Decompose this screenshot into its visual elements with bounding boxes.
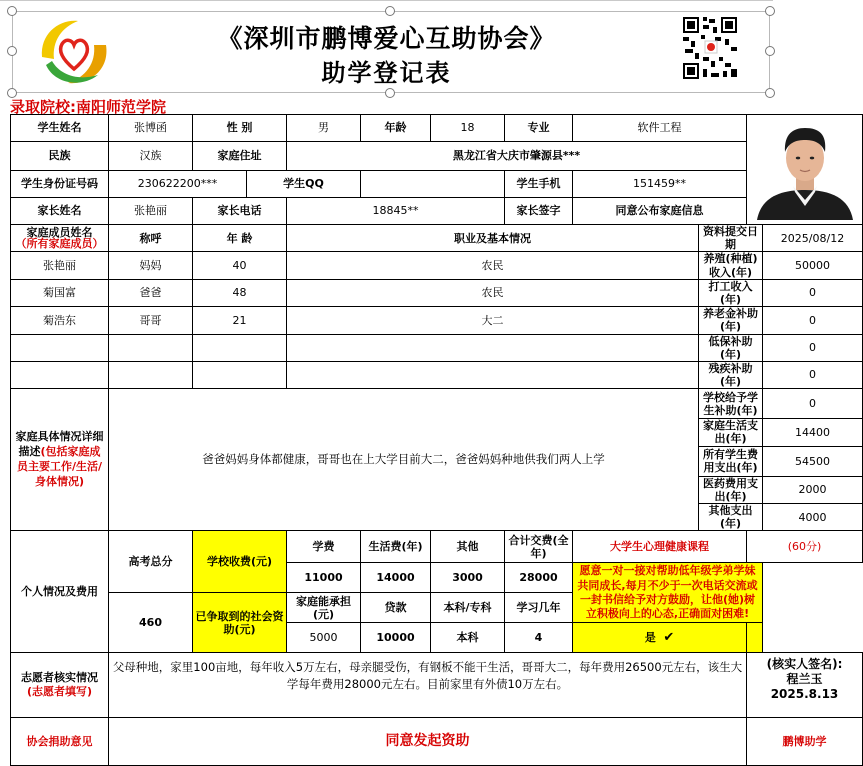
label-student-name: 学生姓名 bbox=[11, 115, 109, 142]
value-parent-consent[interactable]: 同意公布家庭信息 bbox=[573, 198, 747, 225]
finance-value[interactable]: 0 bbox=[763, 389, 863, 419]
finance-label: 低保补助(年) bbox=[699, 334, 763, 361]
value-tuition[interactable]: 11000 bbox=[287, 563, 361, 593]
row-id-qq-phone bbox=[11, 171, 863, 198]
finance-label: 家庭生活支出(年) bbox=[699, 419, 763, 446]
table-row bbox=[11, 307, 863, 334]
resize-handle-tm[interactable] bbox=[385, 6, 395, 16]
value-parent-phone[interactable]: 18845** bbox=[287, 198, 505, 225]
label-age: 年龄 bbox=[361, 115, 431, 142]
label-association: 协会捐助意见 bbox=[11, 718, 109, 766]
row-student-basic bbox=[11, 115, 863, 142]
member-age[interactable]: 48 bbox=[193, 279, 287, 306]
form-subtitle: 助学登记表 bbox=[321, 58, 452, 87]
row-members-header bbox=[11, 225, 863, 252]
finance-value[interactable]: 0 bbox=[763, 279, 863, 306]
member-relation[interactable]: 妈妈 bbox=[109, 252, 193, 279]
finance-label: 养老金补助(年) bbox=[699, 307, 763, 334]
value-years[interactable]: 4 bbox=[505, 623, 573, 653]
resize-handle-tr[interactable] bbox=[765, 6, 775, 16]
verifier-block bbox=[747, 653, 863, 718]
member-name[interactable]: 菊浩东 bbox=[11, 307, 109, 334]
header bbox=[0, 0, 773, 95]
label-total: 合计交费(全年) bbox=[505, 531, 573, 563]
row-parent bbox=[11, 198, 863, 225]
label-course: 大学生心理健康课程 bbox=[573, 531, 747, 563]
verify-date[interactable]: 2025.8.13 bbox=[770, 687, 839, 702]
value-ethnicity[interactable]: 汉族 bbox=[109, 142, 193, 171]
volunteer-label: 志愿者核实情况 bbox=[21, 671, 98, 685]
label-gaokao: 高考总分 bbox=[109, 531, 193, 593]
label-address: 家庭住址 bbox=[193, 142, 287, 171]
member-name[interactable] bbox=[11, 361, 109, 388]
label-tuition: 学费 bbox=[287, 531, 361, 563]
label-relation: 称呼 bbox=[109, 225, 193, 252]
member-relation[interactable] bbox=[109, 361, 193, 388]
label-level: 本科/专科 bbox=[431, 593, 505, 623]
finance-label: 养殖(种植)收入(年) bbox=[699, 252, 763, 279]
volunteer-sub: (志愿者填写) bbox=[26, 685, 93, 699]
label-parent-phone: 家长电话 bbox=[193, 198, 287, 225]
form-title: 《深圳市鹏博爱心互助协会》 bbox=[217, 24, 556, 53]
table-row bbox=[11, 361, 863, 388]
member-relation[interactable]: 哥哥 bbox=[109, 307, 193, 334]
label-personal: 个人情况及费用 bbox=[11, 531, 109, 653]
value-age[interactable]: 18 bbox=[431, 115, 505, 142]
label-id-number: 学生身份证号码 bbox=[11, 171, 109, 198]
row-finance-5 bbox=[11, 389, 863, 419]
label-school-fee: 学校收费(元) bbox=[193, 531, 287, 593]
member-relation[interactable] bbox=[109, 334, 193, 361]
value-submit-date[interactable]: 2025/08/12 bbox=[763, 225, 863, 252]
pledge-blank bbox=[747, 623, 763, 653]
value-total[interactable]: 28000 bbox=[505, 563, 573, 593]
value-parent-name[interactable]: 张艳丽 bbox=[109, 198, 193, 225]
value-other[interactable]: 3000 bbox=[431, 563, 505, 593]
finance-label: 打工收入(年) bbox=[699, 279, 763, 306]
label-social-aid: 已争取到的社会资助(元) bbox=[193, 593, 287, 653]
member-age[interactable]: 21 bbox=[193, 307, 287, 334]
finance-label: 残疾补助(年) bbox=[699, 361, 763, 388]
resize-handle-tl[interactable] bbox=[7, 6, 17, 16]
value-association-opinion[interactable]: 同意发起资助 bbox=[109, 718, 747, 766]
label-ethnicity: 民族 bbox=[11, 142, 109, 171]
family-desc-label: 家庭具体情况详细描述 bbox=[15, 430, 104, 458]
member-age[interactable] bbox=[193, 361, 287, 388]
table-row bbox=[11, 252, 863, 279]
qr-code-icon bbox=[681, 15, 739, 81]
value-address[interactable]: 黑龙江省大庆市肇源县*** bbox=[287, 142, 747, 171]
label-family-desc bbox=[11, 389, 109, 531]
label-job: 职业及基本情况 bbox=[287, 225, 699, 252]
value-family-desc[interactable]: 爸爸妈妈身体都健康，哥哥也在上大学目前大二，爸爸妈妈种地供我们两人上学 bbox=[109, 389, 699, 531]
checkmark-icon: ✔ bbox=[663, 630, 675, 646]
value-volunteer-notes[interactable]: 父母种地，家里100亩地，每年收入5万左右，母亲腿受伤，有钢板不能干生活，哥哥大二，每年费用26500元左右，该生大学每年费用28000元左右。目前家里有外债10万左右。 bbox=[109, 653, 747, 718]
value-association-org: 鹏博助学 bbox=[747, 718, 863, 766]
label-student-phone: 学生手机 bbox=[505, 171, 573, 198]
member-age[interactable] bbox=[193, 334, 287, 361]
value-living[interactable]: 14000 bbox=[361, 563, 431, 593]
value-major[interactable]: 软件工程 bbox=[573, 115, 747, 142]
student-photo bbox=[747, 115, 863, 225]
label-parent-name: 家长姓名 bbox=[11, 198, 109, 225]
pledge-text: 愿意一对一接对帮助低年级学弟学妹共同成长,每月不少于一次电话交流或一封书信给予对方鼓励，让他(她)树立积极向上的心态,正确面对困难! bbox=[573, 563, 763, 623]
value-level[interactable]: 本科 bbox=[431, 623, 505, 653]
value-loan[interactable]: 10000 bbox=[361, 623, 431, 653]
finance-value[interactable]: 0 bbox=[763, 361, 863, 388]
finance-label: 其他支出(年) bbox=[699, 504, 763, 531]
label-members bbox=[11, 225, 109, 252]
label-major: 专业 bbox=[505, 115, 573, 142]
finance-label: 所有学生费用支出(年) bbox=[699, 446, 763, 476]
member-job[interactable]: 大二 bbox=[287, 307, 699, 334]
label-volunteer bbox=[11, 653, 109, 718]
finance-value[interactable]: 54500 bbox=[763, 446, 863, 476]
admitted-school: 录取院校:南阳师范学院 bbox=[10, 98, 166, 116]
value-gaokao[interactable]: 460 bbox=[109, 593, 193, 653]
resize-handle-br[interactable] bbox=[765, 88, 775, 98]
verifier-name[interactable]: 程兰玉 bbox=[786, 672, 823, 687]
label-member-age: 年 龄 bbox=[193, 225, 287, 252]
member-job[interactable] bbox=[287, 334, 699, 361]
value-id-number[interactable]: 230622200*** bbox=[109, 171, 247, 198]
value-qq[interactable] bbox=[361, 171, 505, 198]
label-other: 其他 bbox=[431, 531, 505, 563]
family-desc-sub: (包括家庭成员主要工作/生活/身体情况) bbox=[16, 444, 103, 488]
finance-value[interactable]: 4000 bbox=[763, 504, 863, 531]
finance-value[interactable]: 2000 bbox=[763, 476, 863, 503]
label-gender: 性 别 bbox=[193, 115, 287, 142]
row-ethnicity-address bbox=[11, 142, 863, 171]
finance-label: 医药费用支出(年) bbox=[699, 476, 763, 503]
finance-value[interactable]: 14400 bbox=[763, 419, 863, 446]
finance-value[interactable]: 0 bbox=[763, 307, 863, 334]
registration-table bbox=[10, 114, 863, 766]
label-qq: 学生QQ bbox=[247, 171, 361, 198]
value-student-phone[interactable]: 151459** bbox=[573, 171, 747, 198]
member-name[interactable]: 菊国富 bbox=[11, 279, 109, 306]
verifier-label: (核实人签名): bbox=[766, 657, 843, 672]
label-loan: 贷款 bbox=[361, 593, 431, 623]
table-row bbox=[11, 334, 863, 361]
finance-value[interactable]: 50000 bbox=[763, 252, 863, 279]
label-years: 学习几年 bbox=[505, 593, 573, 623]
student-portrait-icon bbox=[749, 116, 861, 220]
value-family-afford[interactable]: 5000 bbox=[287, 623, 361, 653]
label-living: 生活费(年) bbox=[361, 531, 431, 563]
finance-value[interactable]: 0 bbox=[763, 334, 863, 361]
member-job[interactable]: 农民 bbox=[287, 252, 699, 279]
resize-handle-bm[interactable] bbox=[385, 88, 395, 98]
finance-label: 学校给予学生补助(年) bbox=[699, 389, 763, 419]
row-association bbox=[11, 718, 863, 766]
member-job[interactable] bbox=[287, 361, 699, 388]
pledge-answer-cell[interactable] bbox=[573, 623, 747, 653]
value-student-name[interactable]: 张博函 bbox=[109, 115, 193, 142]
row-fees-header bbox=[11, 531, 863, 563]
label-submit-date: 资料提交日期 bbox=[699, 225, 763, 252]
row-volunteer bbox=[11, 653, 863, 718]
member-name[interactable]: 张艳丽 bbox=[11, 252, 109, 279]
table-row bbox=[11, 279, 863, 306]
members-header-label: 家庭成员姓名 bbox=[26, 225, 93, 239]
value-gender[interactable]: 男 bbox=[287, 115, 361, 142]
pledge-answer: 是 bbox=[644, 631, 656, 645]
label-family-afford: 家庭能承担(元) bbox=[287, 593, 361, 623]
members-header-sub: （所有家庭成员） bbox=[15, 237, 104, 251]
member-name[interactable] bbox=[11, 334, 109, 361]
value-course-hours[interactable]: (60分) bbox=[747, 531, 863, 563]
label-parent-sign: 家长签字 bbox=[505, 198, 573, 225]
member-relation[interactable]: 爸爸 bbox=[109, 279, 193, 306]
member-age[interactable]: 40 bbox=[193, 252, 287, 279]
member-job[interactable]: 农民 bbox=[287, 279, 699, 306]
